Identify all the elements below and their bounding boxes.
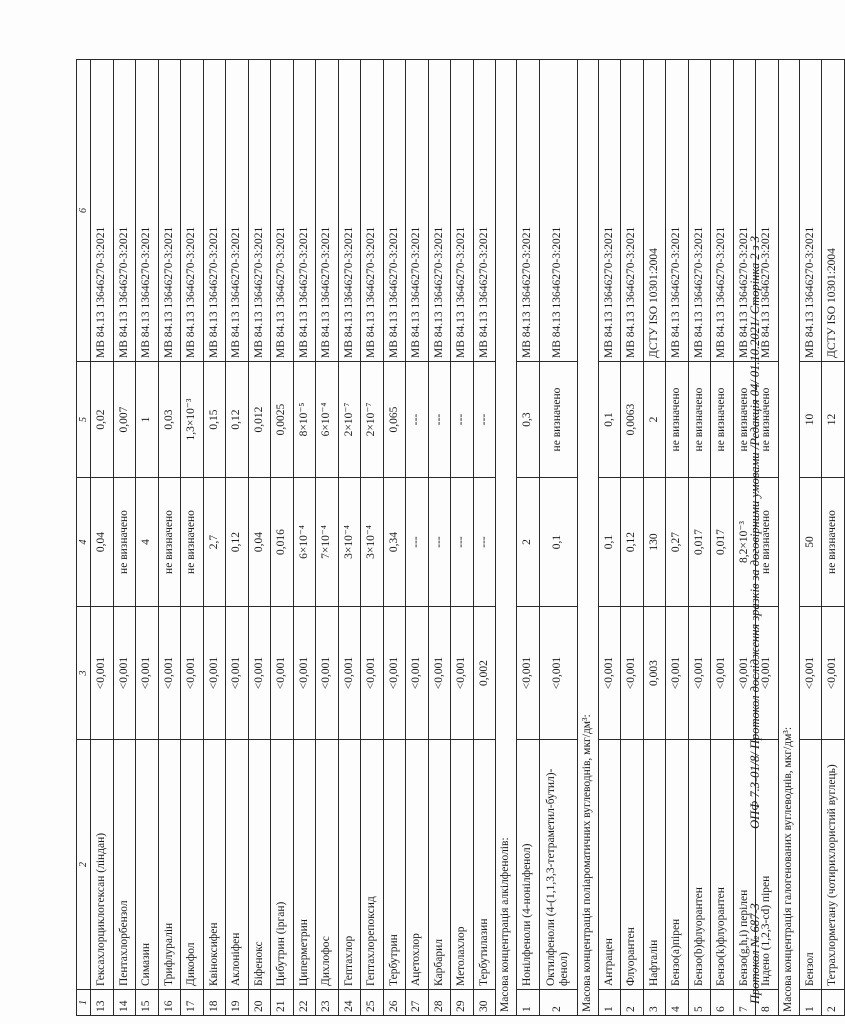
table-cell: Пентахлорбензол bbox=[113, 740, 136, 990]
table-cell: --- bbox=[406, 478, 429, 607]
table-row bbox=[316, 60, 339, 1016]
table-cell: 0,0025 bbox=[271, 362, 294, 478]
table-cell: МВ 84.13 13646270-3:2021 bbox=[406, 60, 429, 362]
table-row bbox=[338, 60, 361, 1016]
table-row bbox=[621, 60, 644, 1016]
table-cell: Бензо(а)пірен bbox=[666, 740, 689, 990]
table-cell: <0,001 bbox=[203, 607, 226, 740]
table-cell: <0,001 bbox=[316, 607, 339, 740]
table-row bbox=[91, 60, 114, 1016]
table-cell: <0,001 bbox=[248, 607, 271, 740]
table-cell: <0,001 bbox=[293, 607, 316, 740]
table-cell: 19 bbox=[226, 990, 249, 1016]
table-cell: 0,1 bbox=[598, 478, 621, 607]
table-cell: 4 bbox=[136, 478, 159, 607]
table-cell: 24 bbox=[338, 990, 361, 1016]
table-cell: 16 bbox=[158, 990, 181, 1016]
section-title: Масова концентрація поліароматичних вуглеводнів, мкг/дм³: bbox=[577, 60, 598, 1016]
table-cell: --- bbox=[473, 362, 496, 478]
table-cell: Антрацен bbox=[598, 740, 621, 990]
table-row bbox=[688, 60, 711, 1016]
table-cell: 0,017 bbox=[711, 478, 734, 607]
table-cell: 2×10⁻⁷ bbox=[338, 362, 361, 478]
table-cell: 30 bbox=[473, 990, 496, 1016]
table-cell: 0,27 bbox=[666, 478, 689, 607]
table-cell: 8,2×10⁻³ bbox=[733, 478, 756, 607]
table-cell: 2 bbox=[77, 740, 91, 990]
table-cell: МВ 84.13 13646270-3:2021 bbox=[181, 60, 204, 362]
table-cell: 18 bbox=[203, 990, 226, 1016]
table-cell: Тербутрин bbox=[383, 740, 406, 990]
table-row bbox=[451, 60, 474, 1016]
table-cell: 2 bbox=[539, 990, 577, 1016]
table-cell: --- bbox=[451, 478, 474, 607]
table-cell: 50 bbox=[799, 478, 822, 607]
table-cell: <0,001 bbox=[799, 607, 822, 740]
table-cell: не визначено bbox=[756, 362, 779, 478]
table-cell: Біфенокс bbox=[248, 740, 271, 990]
table-cell: Гептахлорепоксид bbox=[361, 740, 384, 990]
table-row bbox=[113, 60, 136, 1016]
table-row bbox=[136, 60, 159, 1016]
table-cell: МВ 84.13 13646270-3:2021 bbox=[451, 60, 474, 362]
table-cell: МВ 84.13 13646270-3:2021 bbox=[136, 60, 159, 362]
table-cell: Тербутилазин bbox=[473, 740, 496, 990]
section-title: Масова концентрація алкілфенолів: bbox=[496, 60, 517, 1016]
table-cell: МВ 84.13 13646270-3:2021 bbox=[666, 60, 689, 362]
table-cell: 14 bbox=[113, 990, 136, 1016]
table-cell: <0,001 bbox=[598, 607, 621, 740]
table-cell: 7 bbox=[733, 990, 756, 1016]
table-cell: <0,001 bbox=[136, 607, 159, 740]
table-cell: 2,7 bbox=[203, 478, 226, 607]
table-cell: Трифлуралін bbox=[158, 740, 181, 990]
table-cell: МВ 84.13 13646270-3:2021 bbox=[756, 60, 779, 362]
table-cell: <0,001 bbox=[733, 607, 756, 740]
table-cell: 8×10⁻⁵ bbox=[293, 362, 316, 478]
table-cell: Гептахлор bbox=[338, 740, 361, 990]
table-cell: 130 bbox=[643, 478, 666, 607]
table-cell: Гексахлорциклогексан (ліндан) bbox=[91, 740, 114, 990]
table-cell: МВ 84.13 13646270-3:2021 bbox=[226, 60, 249, 362]
table-cell: МВ 84.13 13646270-3:2021 bbox=[338, 60, 361, 362]
table-cell: --- bbox=[428, 478, 451, 607]
table-cell: <0,001 bbox=[271, 607, 294, 740]
table-cell: Бензо(k)флуорантен bbox=[711, 740, 734, 990]
table-cell: МВ 84.13 13646270-3:2021 bbox=[91, 60, 114, 362]
table-cell: МВ 84.13 13646270-3:2021 bbox=[316, 60, 339, 362]
table-cell: 10 bbox=[799, 362, 822, 478]
table-cell: 0,34 bbox=[383, 478, 406, 607]
table-cell: МВ 84.13 13646270-3:2021 bbox=[113, 60, 136, 362]
table-row bbox=[799, 60, 822, 1016]
table-cell: Дихлофос bbox=[316, 740, 339, 990]
table-cell: МВ 84.13 13646270-3:2021 bbox=[293, 60, 316, 362]
protocol-number: Протокол № 687-3 bbox=[748, 903, 762, 1004]
table-cell: 0,003 bbox=[643, 607, 666, 740]
table-cell: 13 bbox=[91, 990, 114, 1016]
table-row bbox=[822, 60, 845, 1016]
table-cell: МВ 84.13 13646270-3:2021 bbox=[473, 60, 496, 362]
page-footer bbox=[748, 14, 763, 1004]
table-cell: --- bbox=[428, 362, 451, 478]
table-cell: 5 bbox=[77, 362, 91, 478]
table-cell: 2×10⁻⁷ bbox=[361, 362, 384, 478]
table-cell: <0,001 bbox=[91, 607, 114, 740]
table-cell: 20 bbox=[248, 990, 271, 1016]
table-cell: 0,007 bbox=[113, 362, 136, 478]
table-cell: 5 bbox=[688, 990, 711, 1016]
table-cell: 21 bbox=[271, 990, 294, 1016]
table-cell: 23 bbox=[316, 990, 339, 1016]
table-cell: МВ 84.13 13646270-3:2021 bbox=[598, 60, 621, 362]
table-cell: Октилфеноли (4-(1,1,3,3-тетраметил-бутил)-фенол) bbox=[539, 740, 577, 990]
table-cell: <0,001 bbox=[822, 607, 845, 740]
table-cell: не визначено bbox=[181, 478, 204, 607]
table-cell: 0,065 bbox=[383, 362, 406, 478]
table-cell: МВ 84.13 13646270-3:2021 bbox=[711, 60, 734, 362]
table-cell: 3×10⁻⁴ bbox=[361, 478, 384, 607]
table-cell: МВ 84.13 13646270-3:2021 bbox=[688, 60, 711, 362]
table-cell: <0,001 bbox=[756, 607, 779, 740]
table-cell: 0,12 bbox=[226, 362, 249, 478]
table-row bbox=[517, 60, 540, 1016]
table-cell: 0,3 bbox=[517, 362, 540, 478]
table-cell: 1 bbox=[598, 990, 621, 1016]
table-cell: МВ 84.13 13646270-3:2021 bbox=[539, 60, 577, 362]
table-cell: Циперметрин bbox=[293, 740, 316, 990]
table-cell: МВ 84.13 13646270-3:2021 bbox=[271, 60, 294, 362]
table-cell: 3 bbox=[77, 607, 91, 740]
table-cell: 8 bbox=[756, 990, 779, 1016]
table-row bbox=[226, 60, 249, 1016]
table-cell: 0,03 bbox=[158, 362, 181, 478]
table-cell: 0,016 bbox=[271, 478, 294, 607]
table-row bbox=[77, 60, 91, 1016]
table-cell: <0,001 bbox=[539, 607, 577, 740]
table-cell: не визначено bbox=[756, 478, 779, 607]
table-cell: 1 bbox=[799, 990, 822, 1016]
table-cell: 26 bbox=[383, 990, 406, 1016]
table-row bbox=[248, 60, 271, 1016]
table-cell: Карбарил bbox=[428, 740, 451, 990]
table-cell: <0,001 bbox=[621, 607, 644, 740]
table-cell: Нафталін bbox=[643, 740, 666, 990]
table-cell: 0,02 bbox=[91, 362, 114, 478]
table-cell: 3×10⁻⁴ bbox=[338, 478, 361, 607]
table-row bbox=[598, 60, 621, 1016]
table-cell: 1,3×10⁻³ bbox=[181, 362, 204, 478]
table-cell: не визначено bbox=[711, 362, 734, 478]
table-cell: 0,017 bbox=[688, 478, 711, 607]
table-cell: 0,12 bbox=[226, 478, 249, 607]
table-cell: ДСТУ ISO 10301:2004 bbox=[822, 60, 845, 362]
table-cell: не визначено bbox=[822, 478, 845, 607]
footer-text: ОПФ 7.3-01/8/ Протокол дослідження зразків за договірними умовами /Редакція 04/ 01.10.2021/ Сторінка 2 з 3 bbox=[748, 236, 762, 829]
table-row bbox=[361, 60, 384, 1016]
table-cell: <0,001 bbox=[688, 607, 711, 740]
table-cell: 2 bbox=[643, 362, 666, 478]
table-cell: 29 bbox=[451, 990, 474, 1016]
section-header-row bbox=[577, 60, 598, 1016]
table-cell: 1 bbox=[136, 362, 159, 478]
table-cell: 25 bbox=[361, 990, 384, 1016]
table-cell: не визначено bbox=[158, 478, 181, 607]
table-cell: <0,001 bbox=[361, 607, 384, 740]
table-cell: Ацетохлор bbox=[406, 740, 429, 990]
table-cell: <0,001 bbox=[428, 607, 451, 740]
table-cell: <0,001 bbox=[226, 607, 249, 740]
section-header-row bbox=[496, 60, 517, 1016]
table-cell: 0,04 bbox=[248, 478, 271, 607]
table-cell: <0,001 bbox=[517, 607, 540, 740]
table-cell: 6 bbox=[711, 990, 734, 1016]
table-cell: не визначено bbox=[666, 362, 689, 478]
table-cell: не визначено bbox=[733, 362, 756, 478]
table-cell: <0,001 bbox=[181, 607, 204, 740]
table-cell: Симазин bbox=[136, 740, 159, 990]
table-row bbox=[293, 60, 316, 1016]
table-cell: МВ 84.13 13646270-3:2021 bbox=[158, 60, 181, 362]
table-cell: 0,1 bbox=[539, 478, 577, 607]
table-cell: Бензо(g,h,i) перілен bbox=[733, 740, 756, 990]
table-cell: 0,15 bbox=[203, 362, 226, 478]
table-cell: Цибутрин (ірган) bbox=[271, 740, 294, 990]
section-title: Масова концентрація галогенованих вуглеводнів, мкг/дм³: bbox=[778, 60, 799, 1016]
table-cell: МВ 84.13 13646270-3:2021 bbox=[517, 60, 540, 362]
table-cell: ДСТУ ISO 10301:2004 bbox=[643, 60, 666, 362]
table-cell: 1 bbox=[77, 990, 91, 1016]
table-cell: --- bbox=[473, 478, 496, 607]
table-row bbox=[203, 60, 226, 1016]
table-cell: --- bbox=[451, 362, 474, 478]
table-cell: 0,0063 bbox=[621, 362, 644, 478]
table-cell: 6×10⁻⁴ bbox=[293, 478, 316, 607]
table-cell: Бензол bbox=[799, 740, 822, 990]
table-cell: МВ 84.13 13646270-3:2021 bbox=[361, 60, 384, 362]
table-row bbox=[666, 60, 689, 1016]
table-cell: Квіноксифен bbox=[203, 740, 226, 990]
table-cell: МВ 84.13 13646270-3:2021 bbox=[621, 60, 644, 362]
table-row bbox=[181, 60, 204, 1016]
table-cell: 4 bbox=[666, 990, 689, 1016]
table-cell: МВ 84.13 13646270-3:2021 bbox=[428, 60, 451, 362]
table-cell: 6 bbox=[77, 60, 91, 362]
table-row bbox=[158, 60, 181, 1016]
table-cell: Тетрахлорметану (чотирихлористий вуглець) bbox=[822, 740, 845, 990]
table-cell: 28 bbox=[428, 990, 451, 1016]
table-cell: <0,001 bbox=[383, 607, 406, 740]
table-cell: 6×10⁻⁴ bbox=[316, 362, 339, 478]
table-cell: <0,001 bbox=[711, 607, 734, 740]
table-cell: не визначено bbox=[688, 362, 711, 478]
table-row bbox=[711, 60, 734, 1016]
table-cell: Флуорантен bbox=[621, 740, 644, 990]
table-cell: не визначено bbox=[539, 362, 577, 478]
table-cell: 12 bbox=[822, 362, 845, 478]
table-row bbox=[271, 60, 294, 1016]
results-table bbox=[76, 59, 845, 1016]
table-cell: МВ 84.13 13646270-3:2021 bbox=[799, 60, 822, 362]
table-cell: 0,12 bbox=[621, 478, 644, 607]
table-cell: <0,001 bbox=[158, 607, 181, 740]
table-cell: 0,002 bbox=[473, 607, 496, 740]
table-cell: 2 bbox=[517, 478, 540, 607]
table-cell: 0,012 bbox=[248, 362, 271, 478]
table-cell: Нонілфеноли (4-нонілфенол) bbox=[517, 740, 540, 990]
table-row bbox=[406, 60, 429, 1016]
section-header-row bbox=[778, 60, 799, 1016]
table-row bbox=[539, 60, 577, 1016]
table-cell: 17 bbox=[181, 990, 204, 1016]
table-cell: МВ 84.13 13646270-3:2021 bbox=[248, 60, 271, 362]
table-cell: МВ 84.13 13646270-3:2021 bbox=[733, 60, 756, 362]
table-cell: 27 bbox=[406, 990, 429, 1016]
table-cell: <0,001 bbox=[338, 607, 361, 740]
table-cell: <0,001 bbox=[451, 607, 474, 740]
table-cell: МВ 84.13 13646270-3:2021 bbox=[203, 60, 226, 362]
table-cell: 15 bbox=[136, 990, 159, 1016]
table-cell: Дикофол bbox=[181, 740, 204, 990]
table-cell: <0,001 bbox=[666, 607, 689, 740]
table-cell: 3 bbox=[643, 990, 666, 1016]
table-cell: Метолахлор bbox=[451, 740, 474, 990]
table-cell: 2 bbox=[621, 990, 644, 1016]
table-cell: Індено (1,2,3-cd) пірен bbox=[756, 740, 779, 990]
table-cell: 22 bbox=[293, 990, 316, 1016]
table-cell: 0,04 bbox=[91, 478, 114, 607]
table-cell: не визначено bbox=[113, 478, 136, 607]
table-cell: 7×10⁻⁴ bbox=[316, 478, 339, 607]
table-cell: Бензо(b)флуорантен bbox=[688, 740, 711, 990]
table-cell: 1 bbox=[517, 990, 540, 1016]
table-row bbox=[643, 60, 666, 1016]
table-row bbox=[428, 60, 451, 1016]
table-cell: 0,1 bbox=[598, 362, 621, 478]
table-cell: Аклоніфен bbox=[226, 740, 249, 990]
table-cell: <0,001 bbox=[113, 607, 136, 740]
table-cell: МВ 84.13 13646270-3:2021 bbox=[383, 60, 406, 362]
table-cell: 2 bbox=[822, 990, 845, 1016]
table-cell: 4 bbox=[77, 478, 91, 607]
table-cell: --- bbox=[406, 362, 429, 478]
table-cell: <0,001 bbox=[406, 607, 429, 740]
table-row bbox=[383, 60, 406, 1016]
table-row bbox=[473, 60, 496, 1016]
